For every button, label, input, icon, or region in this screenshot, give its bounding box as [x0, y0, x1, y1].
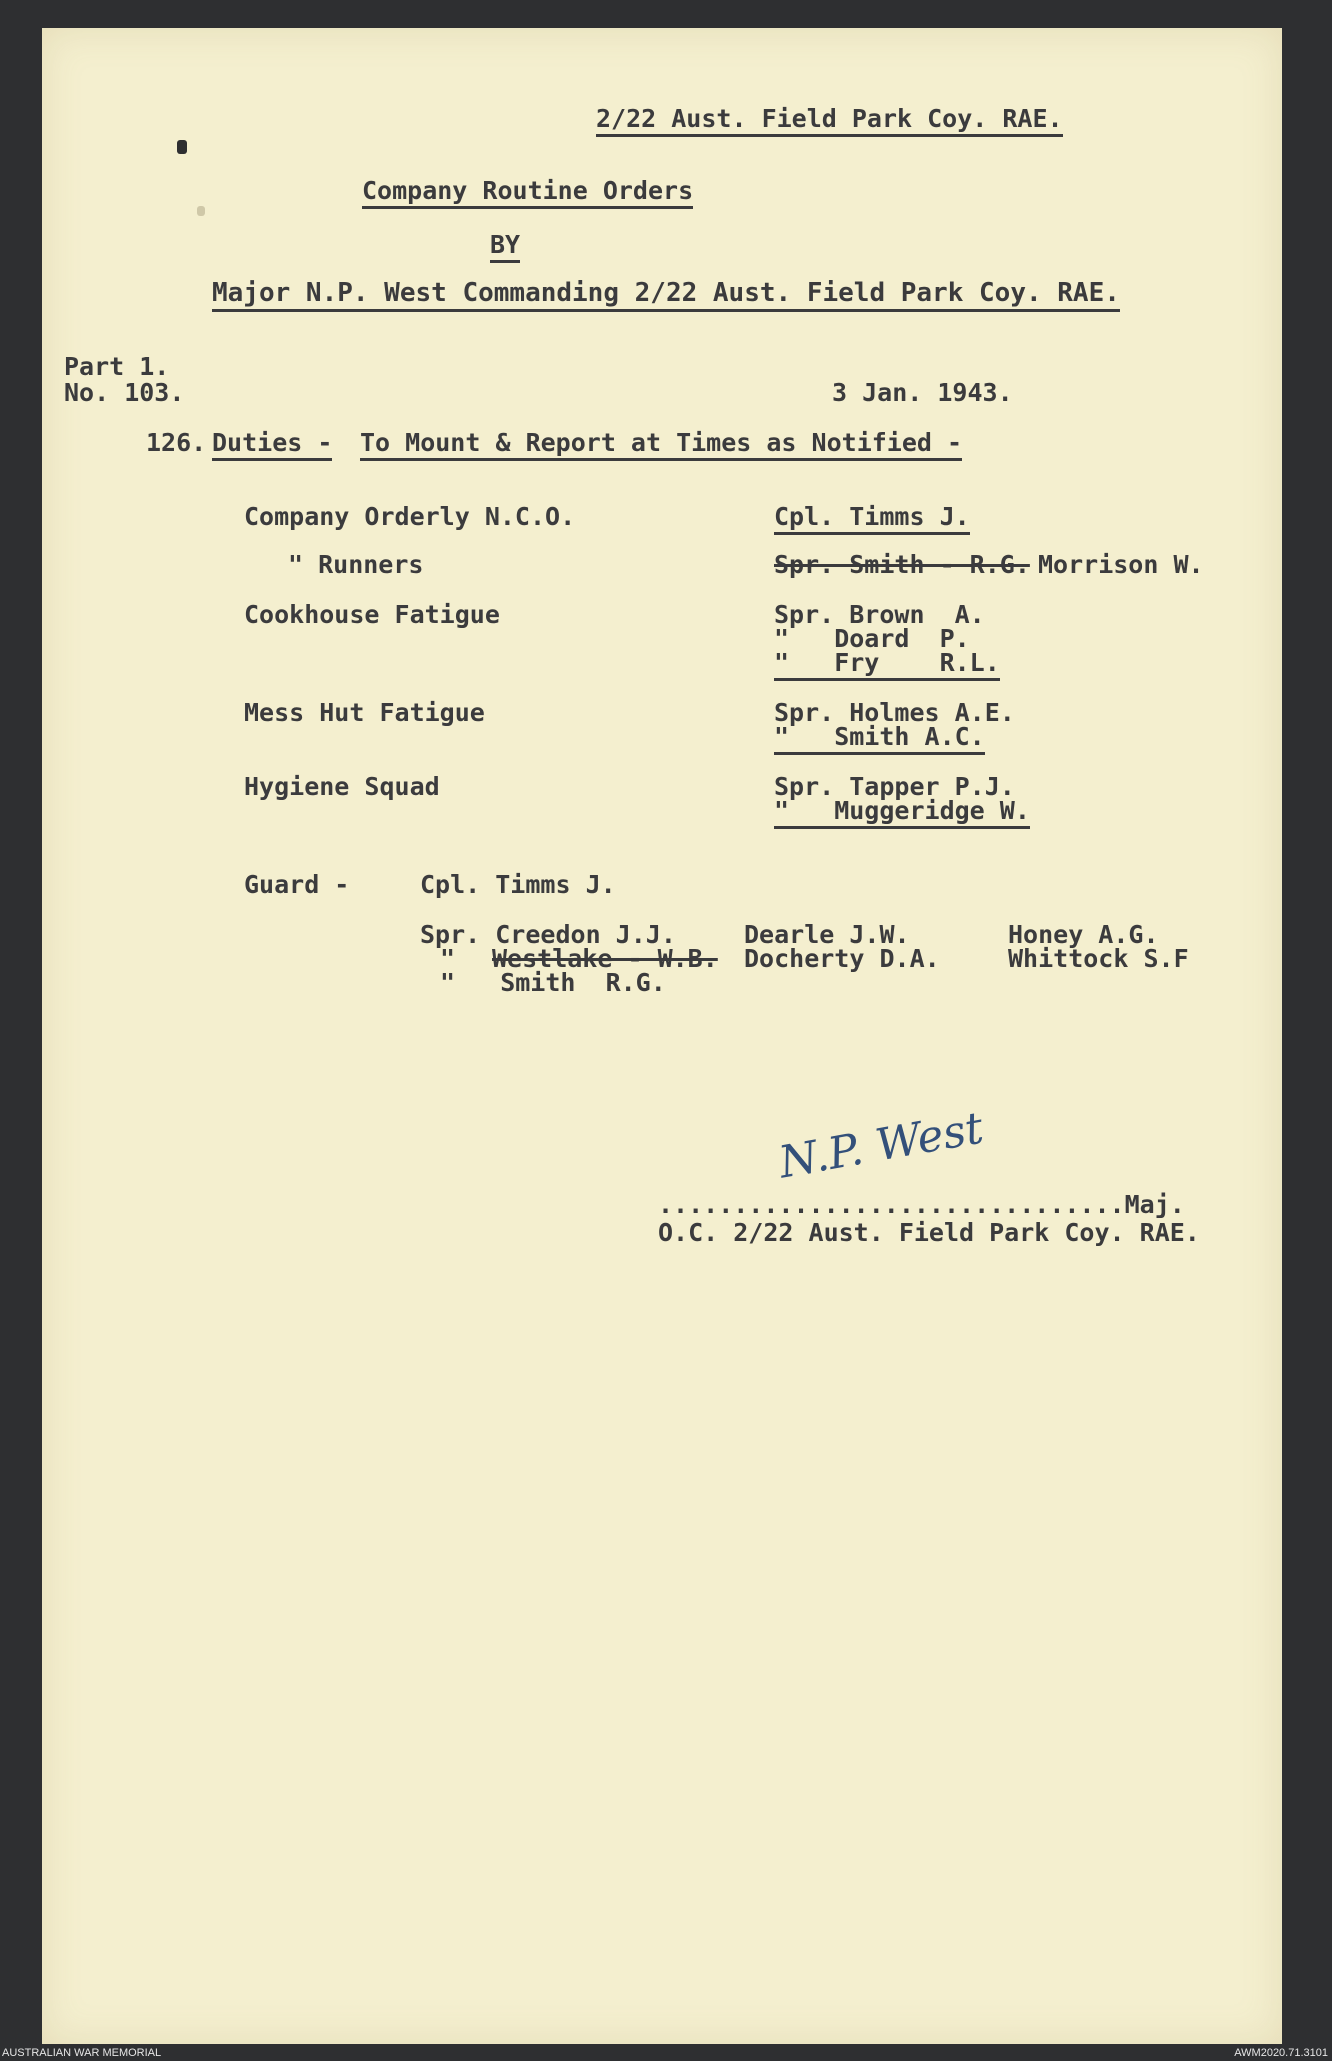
cookhouse-entry-1: Spr. Brown A. — [774, 600, 985, 629]
guard-col2-row2: Docherty D.A. — [744, 944, 940, 973]
handwritten-signature: N.P. West — [775, 1102, 988, 1189]
title-line-2: BY — [490, 230, 520, 263]
guard-col3-row1: Honey A.G. — [1008, 920, 1159, 949]
runners-struck-name: Spr. Smith - R.G. — [774, 550, 1030, 579]
mess-label: Mess Hut Fatigue — [244, 698, 485, 727]
guard-label: Guard - — [244, 870, 350, 899]
hygiene-label: Hygiene Squad — [244, 772, 440, 801]
runners-value: Morrison W. — [1038, 550, 1204, 579]
guard-col3-row2: Whittock S.F — [1008, 944, 1189, 973]
section-number: 126. — [146, 428, 207, 457]
mess-entry-1: Spr. Holmes A.E. — [774, 698, 1015, 727]
guard-commander: Cpl. Timms J. — [420, 870, 616, 899]
punch-hole — [197, 206, 205, 216]
guard-col1-row1: Spr. Creedon J.J. — [420, 920, 676, 949]
mess-entry-2: " Smith A.C. — [774, 722, 985, 755]
runners-label: " Runners — [288, 550, 424, 579]
cookhouse-entry-2: " Doard P. — [774, 624, 970, 653]
orderly-value: Cpl. Timms J. — [774, 502, 970, 535]
unit-header: 2/22 Aust. Field Park Coy. RAE. — [596, 104, 1063, 137]
section-heading: Duties - — [212, 428, 332, 461]
punch-hole — [177, 140, 187, 154]
footer-right: AWM2020.71.3101 — [1234, 2047, 1328, 2059]
order-date: 3 Jan. 1943. — [832, 378, 1013, 407]
title-line-1: Company Routine Orders — [362, 176, 693, 209]
orderly-label: Company Orderly N.C.O. — [244, 502, 576, 531]
guard-col1-row2-ditto: " — [440, 944, 456, 973]
document-page — [42, 28, 1282, 2044]
part-number: Part 1. — [64, 352, 170, 381]
guard-col1-row3: " Smith R.G. — [440, 968, 666, 997]
signature-title: O.C. 2/22 Aust. Field Park Coy. RAE. — [658, 1218, 1200, 1247]
cookhouse-label: Cookhouse Fatigue — [244, 600, 500, 629]
signature-dots: ...............................Maj. — [658, 1190, 1185, 1219]
title-line-3: Major N.P. West Commanding 2/22 Aust. Field Park Coy. RAE. — [212, 278, 1120, 312]
order-number: No. 103. — [64, 378, 185, 407]
hygiene-entry-1: Spr. Tapper P.J. — [774, 772, 1015, 801]
guard-col2-row1: Dearle J.W. — [744, 920, 910, 949]
guard-col1-row2-struck: Westlake - W.B. — [492, 944, 718, 973]
footer-left: AUSTRALIAN WAR MEMORIAL — [2, 2047, 162, 2059]
cookhouse-entry-3: " Fry R.L. — [774, 648, 1000, 681]
section-subheading: To Mount & Report at Times as Notified - — [360, 428, 962, 461]
hygiene-entry-2: " Muggeridge W. — [774, 796, 1030, 829]
